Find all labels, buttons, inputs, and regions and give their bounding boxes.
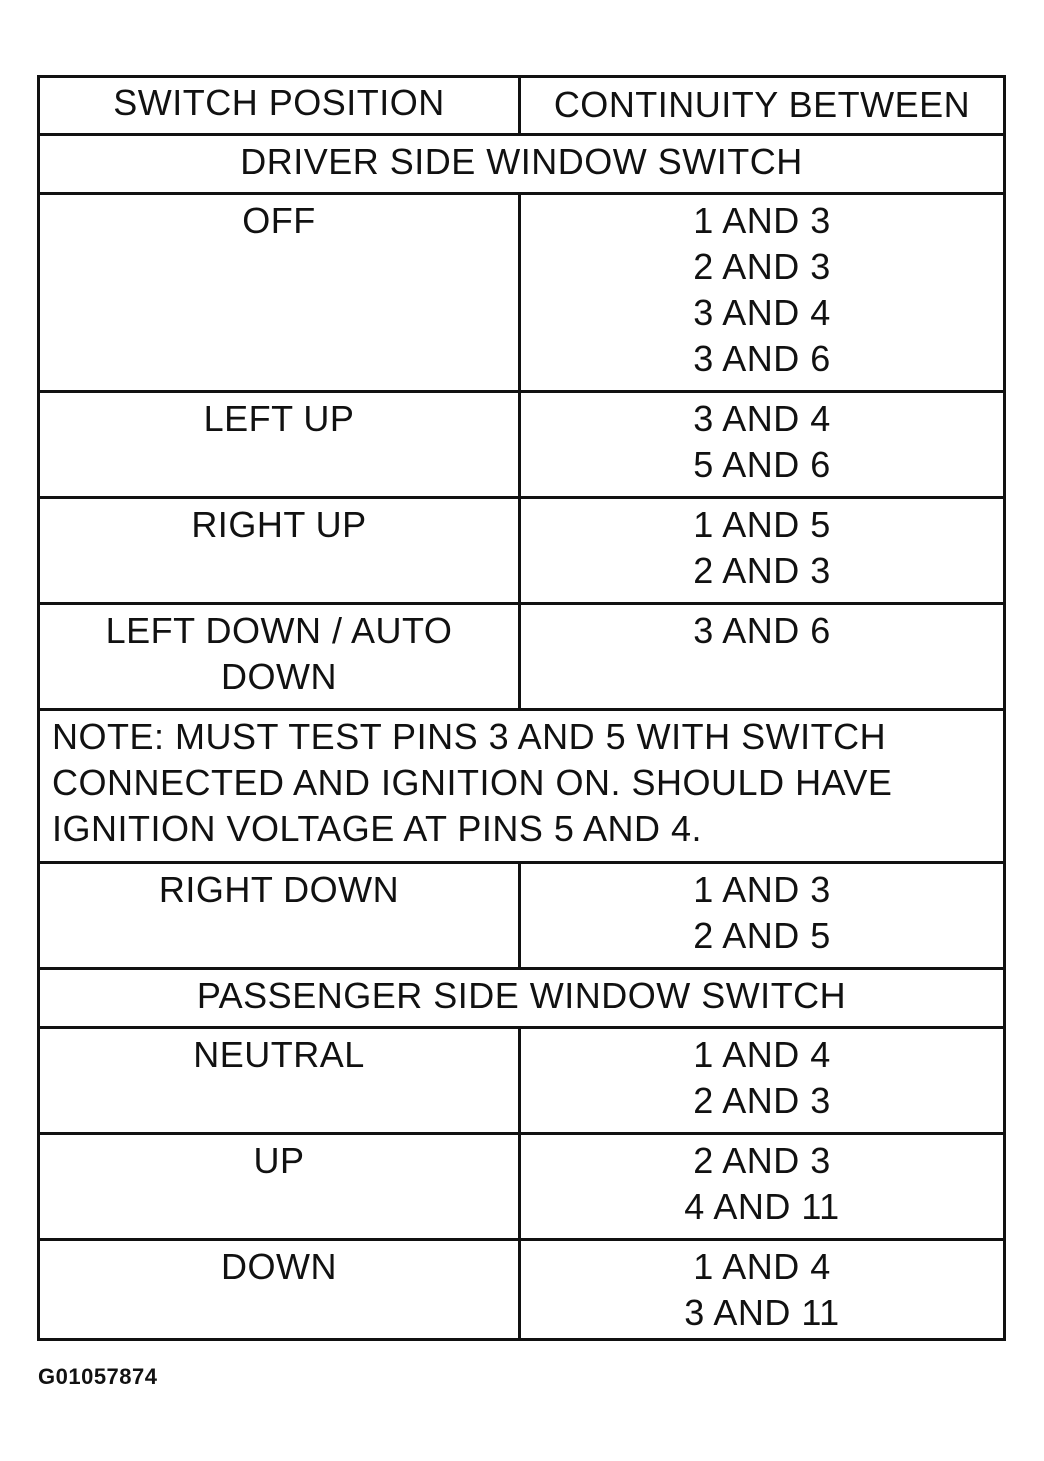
column-divider (518, 393, 521, 496)
note-line-1: NOTE: MUST TEST PINS 3 AND 5 WITH SWITCH (52, 716, 887, 757)
row-divider (40, 708, 1003, 711)
row-divider (40, 1238, 1003, 1241)
column-divider (518, 195, 521, 390)
row-divider (40, 1132, 1003, 1135)
note-line-3: IGNITION VOLTAGE AT PINS 5 AND 4. (52, 808, 702, 849)
passenger-section-title: PASSENGER SIDE WINDOW SWITCH (196, 975, 847, 1016)
continuity-up-2: 4 AND 11 (684, 1186, 840, 1227)
row-divider (40, 496, 1003, 499)
position-left-up: LEFT UP (203, 398, 355, 439)
continuity-right-down-2: 2 AND 5 (693, 915, 831, 956)
row-divider (40, 133, 1003, 136)
header-switch-position: SWITCH POSITION (113, 82, 445, 123)
continuity-left-up-1: 3 AND 4 (693, 398, 831, 439)
continuity-off-3: 3 AND 4 (693, 292, 831, 333)
row-divider (40, 967, 1003, 970)
row-divider (40, 390, 1003, 393)
column-divider (518, 1135, 521, 1238)
continuity-neutral-1: 1 AND 4 (693, 1034, 831, 1075)
column-divider (518, 1241, 521, 1341)
header-continuity-between: CONTINUITY BETWEEN (553, 84, 971, 125)
position-right-down: RIGHT DOWN (158, 869, 400, 910)
continuity-up-1: 2 AND 3 (693, 1140, 831, 1181)
position-left-down-auto-line2: DOWN (221, 656, 337, 697)
column-divider (518, 864, 521, 967)
position-off: OFF (242, 200, 316, 241)
continuity-down-2: 3 AND 11 (684, 1292, 840, 1333)
continuity-right-up-2: 2 AND 3 (693, 550, 831, 591)
continuity-left-up-2: 5 AND 6 (693, 444, 831, 485)
row-divider (40, 861, 1003, 864)
continuity-down-1: 1 AND 4 (693, 1246, 831, 1287)
driver-section-title: DRIVER SIDE WINDOW SWITCH (240, 141, 803, 182)
position-left-down-auto-line1: LEFT DOWN / AUTO (105, 610, 453, 651)
position-neutral: NEUTRAL (193, 1034, 365, 1075)
continuity-right-up-1: 1 AND 5 (693, 504, 831, 545)
column-divider (518, 78, 521, 134)
figure-code: G01057874 (38, 1364, 158, 1389)
continuity-off-1: 1 AND 3 (693, 200, 831, 241)
row-divider (40, 192, 1003, 195)
column-divider (518, 605, 521, 708)
position-down: DOWN (221, 1246, 337, 1287)
column-divider (518, 499, 521, 602)
position-up: UP (253, 1140, 305, 1181)
note-line-2: CONNECTED AND IGNITION ON. SHOULD HAVE (52, 762, 893, 803)
column-divider (518, 1029, 521, 1132)
continuity-right-down-1: 1 AND 3 (693, 869, 831, 910)
position-right-up: RIGHT UP (191, 504, 367, 545)
continuity-table (37, 75, 1006, 1341)
continuity-neutral-2: 2 AND 3 (693, 1080, 831, 1121)
row-divider (40, 1026, 1003, 1029)
continuity-off-4: 3 AND 6 (693, 338, 831, 379)
continuity-off-2: 2 AND 3 (693, 246, 831, 287)
continuity-left-down-1: 3 AND 6 (693, 610, 831, 651)
row-divider (40, 602, 1003, 605)
